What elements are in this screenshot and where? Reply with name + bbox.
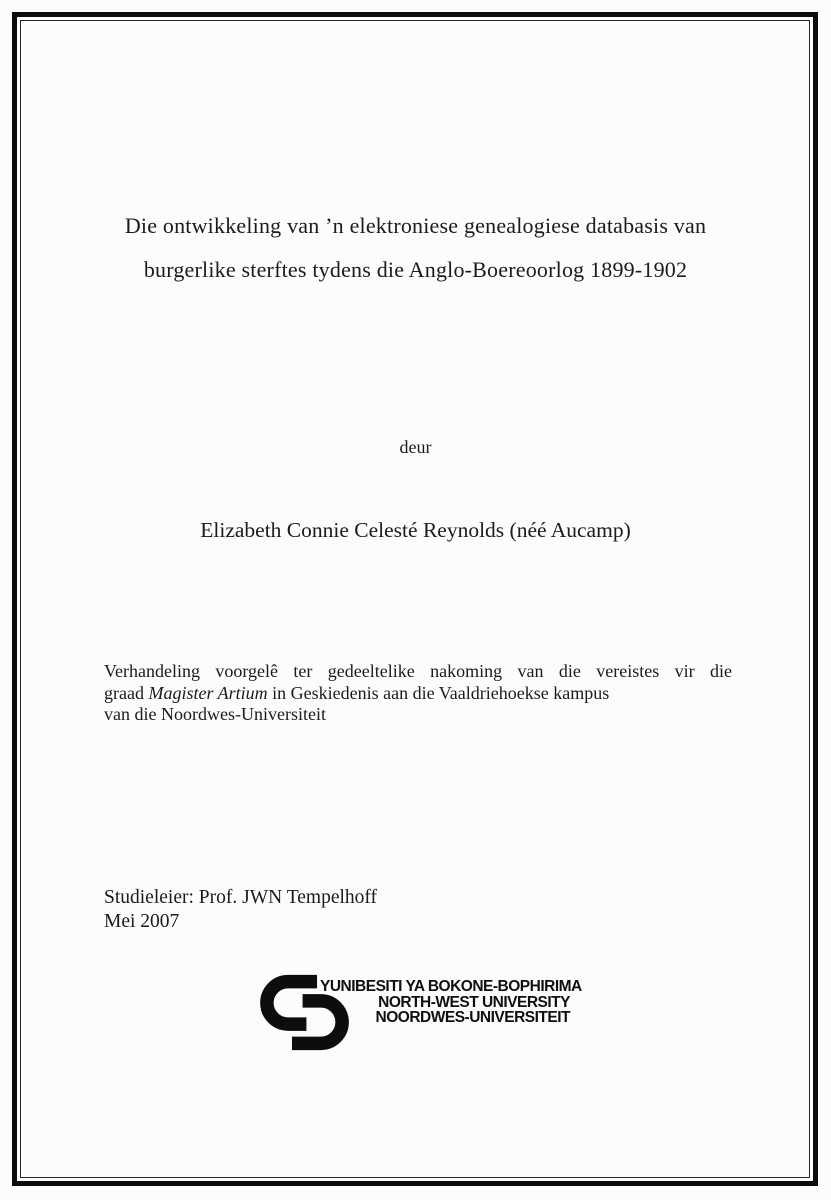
submission-degree-italic: Magister Artium [148, 682, 268, 703]
submission-statement [104, 661, 732, 726]
title-line-1: Die ontwikkeling van ’n elektroniese genealogiese databasis van [124, 213, 707, 238]
logo-text-line-2: NORTH-WEST UNIVERSITY [378, 993, 570, 1011]
logo-text-line-1: YUNIBESITI YA BOKONE-BOPHIRIMA [320, 978, 582, 995]
logo-text-line-3: NOORDWES-UNIVERSITEIT [375, 1009, 570, 1027]
author-name: Elizabeth Connie Celesté Reynolds (néé Aucamp) [200, 518, 631, 542]
university-wordmark [320, 978, 582, 1027]
thesis-title [40, 204, 791, 292]
submission-line-1: Verhandeling voorgelê ter gedeeltelike nakoming van die vereistes vir die [104, 661, 732, 681]
supervisor-date-block [104, 886, 377, 934]
submission-line-3: van die Noordwes-Universiteit [104, 704, 326, 725]
submission-line-2 [104, 683, 732, 705]
university-logo [256, 970, 586, 1055]
supervisor-line: Studieleier: Prof. JWN Tempelhoff [104, 887, 378, 908]
title-line-2: burgerlike sterftes tydens die Anglo-Boereoorlog 1899-1902 [143, 257, 688, 282]
submission-line-2-pre: graad [104, 682, 149, 703]
byline-deur: deur [399, 437, 432, 457]
date-line: Mei 2007 [104, 911, 180, 932]
submission-line-2-post: in Geskiedenis aan die Vaaldriehoekse kampus [267, 682, 610, 703]
